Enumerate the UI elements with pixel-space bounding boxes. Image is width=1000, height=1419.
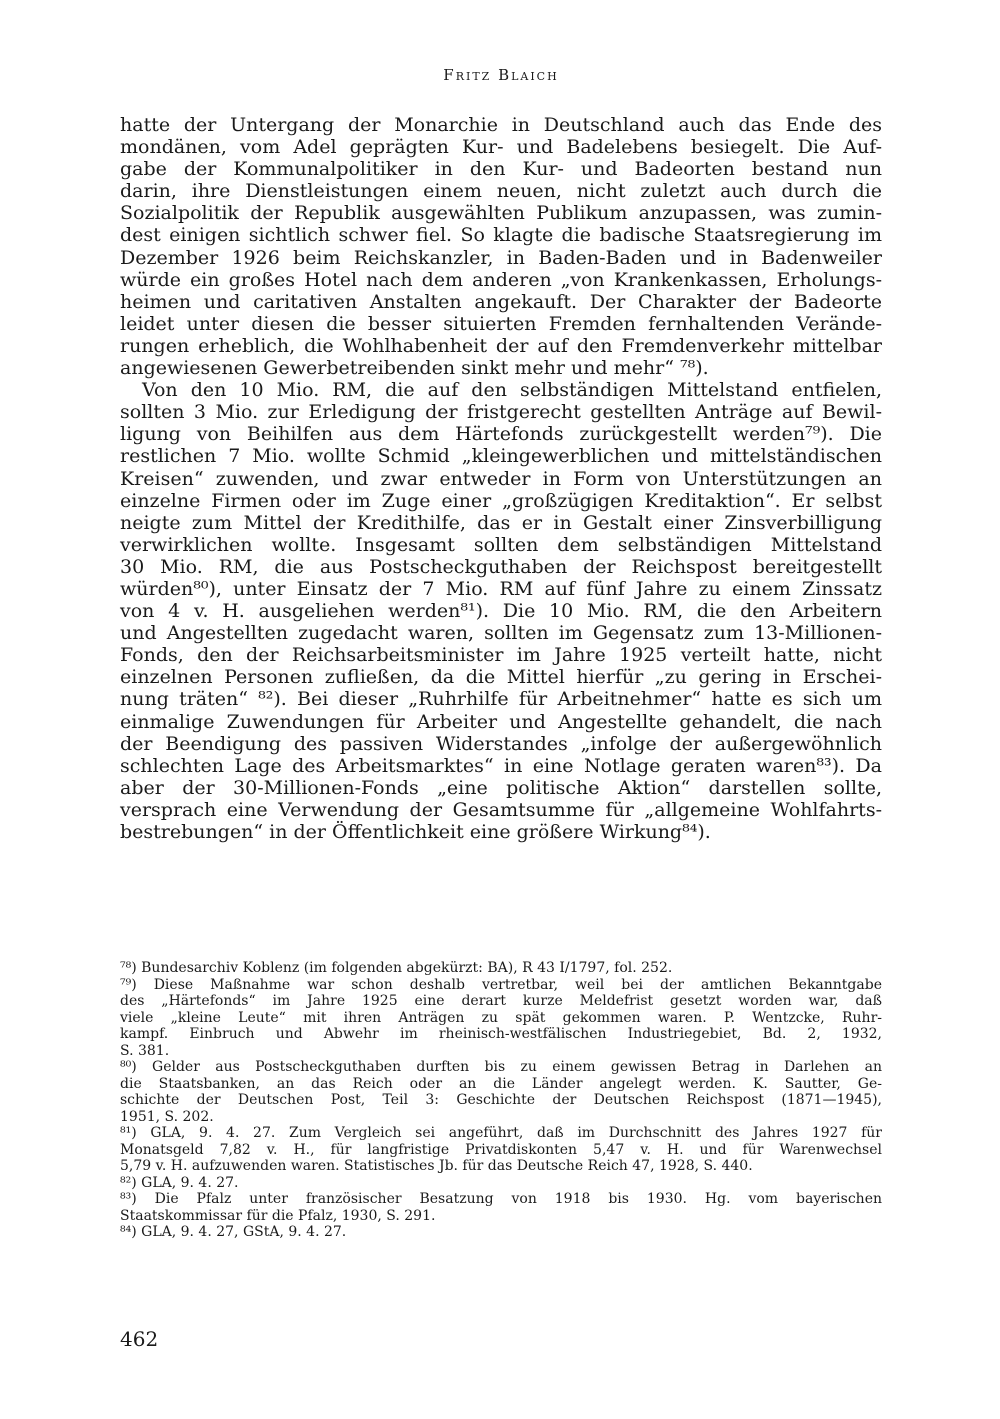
footnote-line: ⁸¹) GLA, 9. 4. 27. Zum Vergleich sei angeführt, daß im Durchschnitt des Jahres 1927 für (120, 1125, 882, 1141)
body-line: Sozialpolitik der Republik ausgewählten Publikum anzupassen, was zumin- (120, 202, 882, 225)
body-line: Dezember 1926 beim Reichskanzler, in Baden-Baden und in Badenweiler (120, 246, 882, 269)
body-line: Kreisen“ zuwenden, und zwar entweder in Form von Unterstützungen an (120, 467, 882, 490)
footnote-line: die Staatsbanken, an das Reich oder an die Länder angelegt werden. K. Sautter, Ge- (120, 1075, 882, 1092)
body-line: versprach eine Verwendung der Gesamtsumme für „allgemeine Wohlfahrts- (120, 798, 882, 821)
running-head: Fritz Blaich (443, 66, 559, 84)
footnote-line: ⁸²) GLA, 9. 4. 27. (120, 1174, 239, 1191)
body-line: dest einigen sichtlich schwer fiel. So klagte die badische Staatsregierung im (120, 224, 882, 247)
body-line: neigte zum Mittel der Kredithilfe, das er in Gestalt einer Zinsverbilligung (120, 511, 882, 534)
body-line: angewiesenen Gewerbetreibenden sinkt mehr und mehr“ ⁷⁸). (120, 357, 709, 380)
body-line: und Angestellten zugedacht waren, sollten im Gegensatz zum 13-Millionen- (120, 622, 882, 645)
footnote-line: Monatsgeld 7,82 v. H., für langfristige Privatdiskonten 5,47 v. H. und für Warenwechsel (120, 1141, 882, 1158)
body-line: aber der 30-Millionen-Fonds „eine politische Aktion“ darstellen sollte, (120, 776, 882, 799)
footnote-line: Staatskommissar für die Pfalz, 1930, S. 291. (120, 1207, 436, 1224)
body-line: würden⁸⁰), unter Einsatz der 7 Mio. RM auf fünf Jahre zu einem Zinssatz (120, 577, 882, 600)
footnote-line: schichte der Deutschen Post, Teil 3: Geschichte der Deutschen Reichspost (1871—1945), (120, 1092, 882, 1108)
body-line: würde ein großes Hotel nach dem anderen „von Krankenkassen, Erholungs- (120, 268, 882, 291)
body-line: Fonds, den der Reichsarbeitsminister im Jahre 1925 verteilt hatte, nicht (120, 644, 882, 667)
body-line: restlichen 7 Mio. wollte Schmid „kleingewerblichen und mittelständischen (120, 445, 882, 468)
footnote-line: ⁷⁸) Bundesarchiv Koblenz (im folgenden abgekürzt: BA), R 43 I/1797, fol. 252. (120, 960, 673, 976)
body-line: 30 Mio. RM, die aus Postscheckguthaben der Reichspost bereitgestellt (120, 555, 882, 578)
footnote-line: ⁸³) Die Pfalz unter französischer Besatzung von 1918 bis 1930. Hg. vom bayerischen (120, 1191, 882, 1207)
body-line: gabe der Kommunalpolitiker in den Kur- und Badeorten bestand nun (120, 158, 882, 181)
footnote-line: S. 381. (120, 1042, 170, 1059)
body-line: von 4 v. H. ausgeliehen werden⁸¹). Die 10 Mio. RM, die den Arbeitern (120, 600, 882, 623)
body-line: darin, ihre Dienstleistungen einem neuen, nicht zuletzt auch durch die (120, 180, 882, 203)
body-line: sollten 3 Mio. zur Erledigung der fristgerecht gestellten Anträge auf Bewil- (120, 401, 882, 424)
footnotes (120, 960, 882, 1241)
body-line: ligung von Beihilfen aus dem Härtefonds zurückgestellt werden⁷⁹). Die (120, 423, 882, 446)
body-line: verwirklichen wollte. Insgesamt sollten dem selbständigen Mittelstand (120, 533, 882, 556)
body-line: nung träten“ ⁸²). Bei dieser „Ruhrhilfe für Arbeitnehmer“ hatte es sich um (120, 688, 882, 711)
body-line: der Beendigung des passiven Widerstandes „infolge der außergewöhnlich (120, 732, 882, 755)
body-line: heimen und caritativen Anstalten angekauft. Der Charakter der Badeorte (120, 290, 882, 313)
footnote-line: des „Härtefonds“ im Jahre 1925 eine derart kurze Meldefrist gesetzt worden war, daß (120, 993, 882, 1009)
page-number: 462 (120, 1327, 159, 1351)
body-line: leidet unter diesen die besser situierten Fremden fernhaltenden Verände- (120, 312, 882, 335)
body-line: mondänen, vom Adel geprägten Kur- und Badelebens besiegelt. Die Auf- (120, 136, 882, 159)
footnote-line: ⁸⁰) Gelder aus Postscheckguthaben durften bis zu einem gewissen Betrag in Darlehen an (120, 1059, 882, 1075)
footnote-line: 1951, S. 202. (120, 1108, 214, 1125)
body-line: einzelnen Personen zufließen, da die Mittel hierfür „zu gering in Erschei- (120, 666, 882, 689)
body-line: einzelne Firmen oder im Zuge einer „großzügigen Kreditaktion“. Er selbst (120, 489, 882, 512)
body-line: schlechten Lage des Arbeitsmarktes“ in eine Notlage geraten waren⁸³). Da (120, 754, 882, 777)
footnote-line: ⁷⁹) Diese Maßnahme war schon deshalb vertretbar, weil bei der amtlichen Bekanntgabe (120, 976, 882, 993)
body-line: rungen erheblich, die Wohlhabenheit der auf den Fremdenverkehr mittelbar (120, 334, 882, 357)
body-line: hatte der Untergang der Monarchie in Deutschland auch das Ende des (120, 114, 882, 136)
body-line: einmalige Zuwendungen für Arbeiter und Angestellte gehandelt, die nach (120, 710, 882, 733)
footnote-line: 5,79 v. H. aufzuwenden waren. Statistisches Jb. für das Deutsche Reich 47, 1928, S. 440. (120, 1158, 753, 1174)
footnote-line: viele „kleine Leute“ mit ihren Anträgen zu spät gekommen waren. P. Wentzcke, Ruhr- (120, 1009, 882, 1026)
footnote-line: kampf. Einbruch und Abwehr im rheinisch-westfälischen Industriegebiet, Bd. 2, 1932, (120, 1026, 882, 1042)
body-text (120, 114, 882, 843)
body-line: Von den 10 Mio. RM, die auf den selbständigen Mittelstand entfielen, (142, 379, 882, 402)
footnote-line: ⁸⁴) GLA, 9. 4. 27, GStA, 9. 4. 27. (120, 1224, 347, 1240)
body-line: bestrebungen“ in der Öffentlichkeit eine größere Wirkung⁸⁴). (120, 821, 711, 843)
